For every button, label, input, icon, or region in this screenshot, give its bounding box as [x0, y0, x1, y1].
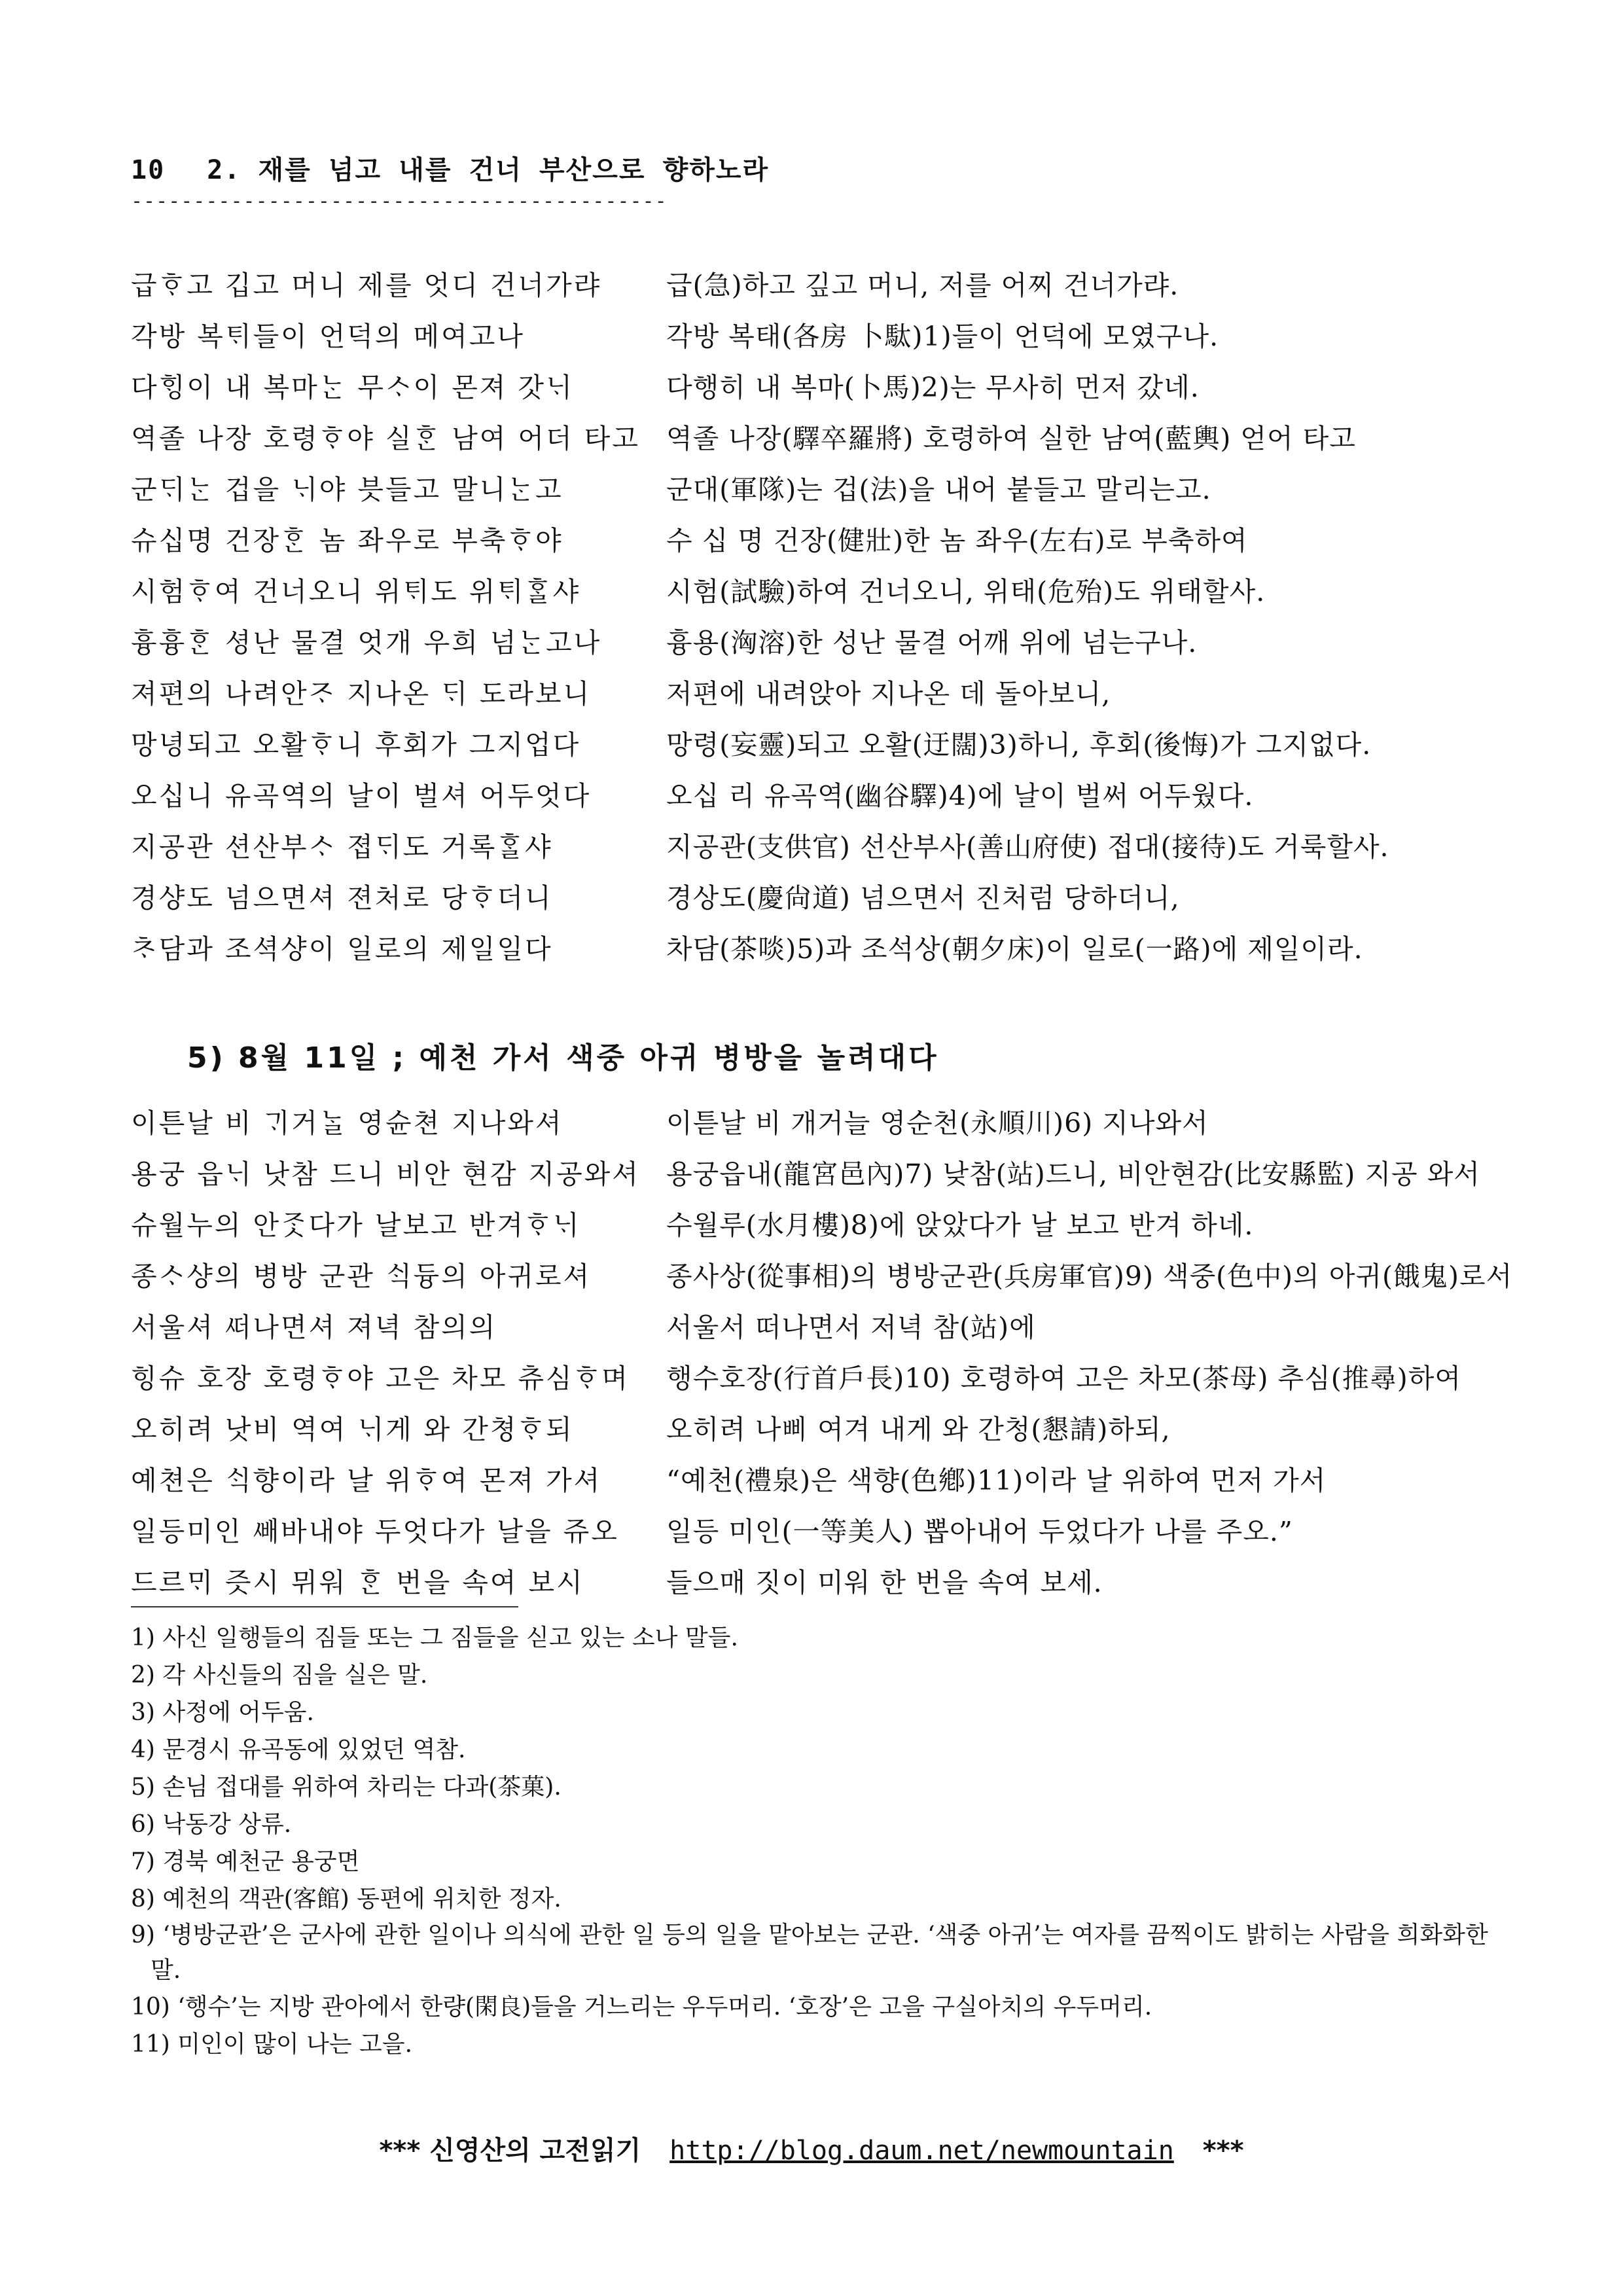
verse-row — [131, 369, 1518, 420]
verse-modern: 군대(軍隊)는 겁(法)을 내어 붙들고 말리는고. — [666, 474, 1211, 505]
footer-stars-right: *** — [1202, 2136, 1244, 2166]
footnote: 3) 사정에 어두움. — [131, 1699, 314, 1726]
verse-row — [131, 1156, 1518, 1207]
footnotes — [131, 1619, 1518, 2063]
verse-row — [131, 778, 1518, 829]
verse-original: 오십니 유곡역의 날이 벌셔 어두엇다 — [131, 780, 592, 812]
verse-original: 드르ᄆᆡ 즛시 뮈워 ᄒᆞᆫ 번을 속여 보시 — [131, 1567, 584, 1598]
verse-original: 오히려 낫비 역여 ᄂᆡ게 와 간쳥ᄒᆞ되 — [131, 1414, 574, 1445]
verse-modern: 흉용(洶溶)한 성난 물결 어깨 위에 넘는구나. — [666, 627, 1198, 658]
verse-row — [131, 675, 1518, 726]
verse-original: 종ᄉᆞ샹의 병방 군관 ᄉᆡᆨ듕의 아귀로셔 — [131, 1261, 592, 1292]
verse-row — [131, 1105, 1518, 1156]
footer-stars-left: *** — [379, 2136, 421, 2166]
footnote: 10) ‘행수’는 지방 관아에서 한량(閑良)들을 거느리는 우두머리. ‘호장’은 고을 구실아치의 우두머리. — [131, 1994, 1152, 2020]
verse-original: 급ᄒᆞ고 깁고 머니 제를 엇디 건너가랴 — [131, 270, 602, 301]
verse-modern: 저편에 내려앉아 지나온 데 돌아보니, — [666, 678, 1111, 709]
footnote: 2) 각 사신들의 짐을 실은 말. — [131, 1662, 428, 1689]
verse-original: 군ᄃᆡᄂᆞᆫ 겁을 ᄂᆡ야 븟들고 말니ᄂᆞᆫ고 — [131, 474, 563, 505]
verse-original: 져편의 나려안ᄌᆞ 지나온 ᄃᆡ 도라보니 — [131, 678, 592, 709]
footnote: 6) 낙동강 상류. — [131, 1811, 292, 1838]
verse-block-b — [131, 1105, 1518, 1615]
verse-modern: “예천(禮泉)은 색향(色鄕)11)이라 날 위하여 먼저 가서 — [666, 1465, 1327, 1496]
verse-row — [131, 1207, 1518, 1258]
verse-modern: 시험(試驗)하여 건너오니, 위태(危殆)도 위태할사. — [666, 576, 1266, 607]
verse-modern: 용궁읍내(龍宮邑內)7) 낮참(站)드니, 비안현감(比安縣監) 지공 와서 — [666, 1158, 1480, 1190]
footer-blog-link[interactable]: http://blog.daum.net/newmountain — [669, 2136, 1174, 2166]
verse-row — [131, 471, 1518, 522]
verse-original: 일등미인 ᄲᅢ바내야 두엇다가 날을 쥬오 — [131, 1516, 619, 1547]
verse-original: 슈십명 건장ᄒᆞᆫ 놈 좌우로 부축ᄒᆞ야 — [131, 525, 563, 556]
verse-modern: 차담(茶啖)5)과 조석상(朝夕床)이 일로(一路)에 제일이라. — [666, 933, 1363, 965]
verse-modern: 수 십 명 건장(健壯)한 놈 좌우(左右)로 부축하여 — [666, 525, 1248, 556]
chapter-title: 2. 재를 넘고 내를 건너 부산으로 향하노라 — [207, 155, 770, 185]
verse-row — [131, 1309, 1518, 1360]
verse-modern: 수월루(水月樓)8)에 앉았다가 날 보고 반겨 하네. — [666, 1210, 1254, 1241]
verse-row — [131, 1564, 1518, 1615]
verse-modern: 급(急)하고 깊고 머니, 저를 어찌 건너가랴. — [666, 270, 1179, 301]
verse-modern: 각방 복태(各房 卜駄)1)들이 언덕에 모였구나. — [666, 321, 1219, 352]
verse-row — [131, 1513, 1518, 1564]
verse-row — [131, 267, 1518, 318]
verse-row — [131, 420, 1518, 471]
verse-modern: 행수호장(行首戶長)10) 호령하여 고은 차모(茶母) 추심(推尋)하여 — [666, 1363, 1461, 1394]
verse-modern: 지공관(支供官) 선산부사(善山府使) 접대(接待)도 거룩할사. — [666, 831, 1389, 863]
footnote: 9) ‘병방군관’은 군사에 관한 일이나 의식에 관한 일 등의 일을 맡아보는 군관. ‘색중 아귀’는 여자를 끔찍이도 밝히는 사람을 희화화한 말. — [131, 1922, 1488, 1984]
verse-modern: 서울서 떠나면서 저녁 참(站)에 — [666, 1312, 1036, 1343]
verse-original: 경샹도 넘으면셔 젼처로 당ᄒᆞ더니 — [131, 882, 553, 914]
verse-original: 망녕되고 오활ᄒᆞ니 후회가 그지업다 — [131, 729, 581, 761]
verse-original: 각방 복ᄐᆡ들이 언덕의 메여고나 — [131, 321, 525, 352]
verse-modern: 들으매 짓이 미워 한 번을 속여 보세. — [666, 1567, 1103, 1598]
verse-original: 다ᄒᆡᆼ이 내 복마ᄂᆞᆫ 무ᄉᆞ이 몬져 갓ᄂᆡ — [131, 372, 574, 403]
verse-row — [131, 726, 1518, 778]
verse-block-a — [131, 267, 1518, 982]
verse-row — [131, 522, 1518, 573]
section-heading: 5) 8월 11일 ; 예천 가서 색중 아귀 병방을 놀려대다 — [187, 1041, 939, 1075]
header-dashed-rule: ------------------------------------------- — [131, 190, 668, 213]
verse-original: 힝슈 호장 호령ᄒᆞ야 고은 차모 츄심ᄒᆞ며 — [131, 1363, 630, 1394]
verse-modern: 역졸 나장(驛卒羅將) 호령하여 실한 남여(藍輿) 얻어 타고 — [666, 423, 1356, 454]
verse-original: 시험ᄒᆞ여 건너오니 위ᄐᆡ도 위ᄐᆡᄒᆞᆯ샤 — [131, 576, 581, 607]
verse-row — [131, 1360, 1518, 1411]
footer-blog-name: 신영산의 고전읽기 — [429, 2136, 641, 2166]
verse-modern: 경상도(慶尙道) 넘으면서 진처럼 당하더니, — [666, 882, 1180, 914]
verse-modern: 망령(妄靈)되고 오활(迂闊)3)하니, 후회(後悔)가 그지없다. — [666, 729, 1372, 761]
footnote-separator — [131, 1606, 518, 1607]
verse-original: ᄎᆞ담과 조셕샹이 일로의 제일일다 — [131, 933, 553, 965]
verse-row — [131, 1258, 1518, 1309]
footnote: 7) 경북 예천군 용궁면 — [131, 1848, 360, 1875]
running-header — [131, 149, 769, 187]
verse-original: 서울셔 ᄯᅥ나면셔 져녁 참의의 — [131, 1312, 497, 1343]
footnote: 5) 손님 접대를 위하여 차리는 다과(茶菓). — [131, 1774, 562, 1801]
verse-row — [131, 931, 1518, 982]
verse-original: 이튼날 비 ᄀᆡ거ᄂᆞᆯ 영슌쳔 지나와셔 — [131, 1107, 563, 1139]
verse-modern: 오히려 나삐 여겨 내게 와 간청(懇請)하되, — [666, 1414, 1171, 1445]
verse-row — [131, 318, 1518, 369]
verse-original: 용궁 읍ᄂᆡ 낫참 드니 비안 현감 지공와셔 — [131, 1158, 640, 1190]
verse-original: 흉흉ᄒᆞᆫ 셩난 물결 엇개 우희 넘ᄂᆞᆫ고나 — [131, 627, 602, 658]
page-number: 10 — [131, 155, 166, 185]
verse-row — [131, 573, 1518, 624]
verse-modern: 오십 리 유곡역(幽谷驛)4)에 날이 벌써 어두웠다. — [666, 780, 1254, 812]
verse-row — [131, 624, 1518, 675]
verse-modern: 종사상(從事相)의 병방군관(兵房軍官)9) 색중(色中)의 아귀(餓鬼)로서 — [666, 1261, 1513, 1292]
verse-modern: 일등 미인(一等美人) 뽑아내어 두었다가 나를 주오.” — [666, 1516, 1293, 1547]
verse-original: 예쳔은 ᄉᆡᆨ향이라 날 위ᄒᆞ여 몬져 가셔 — [131, 1465, 602, 1496]
verse-row — [131, 829, 1518, 880]
page-footer — [0, 2130, 1623, 2167]
verse-row — [131, 1462, 1518, 1513]
footnote: 8) 예천의 객관(客館) 동편에 위치한 정자. — [131, 1886, 562, 1912]
verse-original: 슈월누의 안ᄌᆞᆺ다가 날보고 반겨ᄒᆞᄂᆡ — [131, 1210, 581, 1241]
footnote: 1) 사신 일행들의 짐들 또는 그 짐들을 싣고 있는 소나 말들. — [131, 1624, 738, 1651]
verse-row — [131, 1411, 1518, 1462]
footnote: 11) 미인이 많이 나는 고을. — [131, 2031, 413, 2058]
verse-modern: 이튿날 비 개거늘 영순천(永順川)6) 지나와서 — [666, 1107, 1209, 1139]
verse-original: 지공관 션산부ᄉᆞ 졉ᄃᆡ도 거록ᄒᆞᆯ샤 — [131, 831, 553, 863]
footnote: 4) 문경시 유곡동에 있었던 역참. — [131, 1736, 466, 1763]
verse-modern: 다행히 내 복마(卜馬)2)는 무사히 먼저 갔네. — [666, 372, 1200, 403]
verse-row — [131, 880, 1518, 931]
verse-original: 역졸 나장 호령ᄒᆞ야 실ᄒᆞᆫ 남여 어더 타고 — [131, 423, 640, 454]
